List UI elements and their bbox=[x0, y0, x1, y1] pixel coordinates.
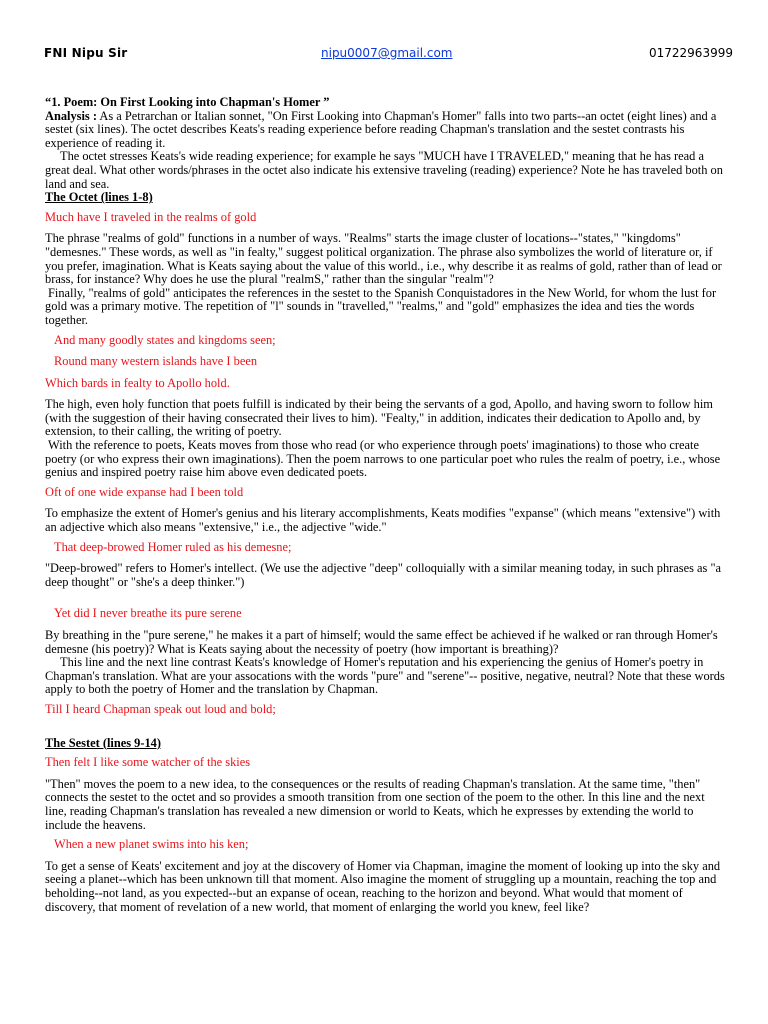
poem-line-8: Till I heard Chapman speak out loud and bold; bbox=[45, 701, 276, 716]
poem-line-3: Round many western islands have I been bbox=[54, 354, 258, 369]
bards-paragraph-1: The high, even holy function that poets fulfill is indicated by their being the servants of a god, Apollo, and having sworn to follow him (with the suggestion of their having consecrated their lives to him). "Fealty," in addition, indicates their dedication to Apollo and, by extension, to their calling, the writing of poetry. bbox=[45, 397, 713, 439]
analysis-label: Analysis : bbox=[45, 108, 97, 123]
poem-line-6: That deep-browed Homer ruled as his demesne; bbox=[54, 539, 292, 554]
bards-paragraph-2: With the reference to poets, Keats moves from those who read (or who experience through poets' imaginations) to those who create poetry (or who express their own imaginations). Then the poem narrows to one particular poet who rules the realm of poetry, i.e., whose genius and inspired poetry raise him above even dedicated poets. bbox=[45, 438, 721, 480]
expanse-paragraph: To emphasize the extent of Homer's genius and his literary accomplishments, Keats modifies "expanse" (which means "extensive") with an adjective which also means "extensive," i.e., the adjective "wide." bbox=[45, 506, 721, 535]
poem-line-9: Then felt I like some watcher of the skies bbox=[45, 755, 251, 770]
doc-title: “1. Poem: On First Looking into Chapman's Homer ” bbox=[45, 95, 330, 109]
phone-number: 01722963999 bbox=[649, 46, 733, 60]
page-header bbox=[0, 46, 768, 66]
analysis-paragraph-2: The octet stresses Keats's wide reading experience; for example he says "MUCH have I TRAVELED," meaning that he has read a great deal. What other words/phrases in the octet also indicate his extensive traveling (reading) experience? Note he has traveled both on land and sea. bbox=[45, 149, 723, 191]
realms-paragraph-1: The phrase "realms of gold" functions in a number of ways. "Realms" starts the image cluster of locations--"states," "kingdoms" "demesnes." These words, as well as "in fealty," suggest political organization. The phrase also symbolizes the world of literature or, if you prefer, imagination. What is Keats saying about the value of this world., i.e., why describe it as realms of gold, rather than of lead or brass, for instance? Why does he use the plural "realmS," rather than the singular "realm"? bbox=[45, 231, 722, 287]
spacer bbox=[45, 725, 725, 737]
serene-paragraph-1: By breathing in the "pure serene," he makes it a part of himself; would the same effect be achieved if he walked or ran through Homer's demesne (his poetry)? What is Keats saying about the necessity of poetry (how important is breathing)? bbox=[45, 628, 718, 656]
document-body bbox=[45, 96, 725, 914]
then-paragraph: "Then" moves the poem to a new idea, to the consequences or the results of reading Chapman's translation. At the same time, "then" connects the sestet to the octet and so provides a smooth transition from one section of the poem to the other. In this line and the next line, reading Chapman's translation has revealed a new dimension or world to Keats, which he expresses by extending the world to include the heavens. bbox=[45, 776, 705, 832]
poem-line-7: Yet did I never breathe its pure serene bbox=[54, 606, 242, 621]
planet-paragraph: To get a sense of Keats' excitement and joy at the discovery of Homer via Chapman, imagine the moment of looking up into the sky and seeing a planet--which has been unknown till that moment. Also imagine the moment of struggling up a mountain, reaching the top and beholding--not land, as you expected--but an expanse of ocean, reaching to the horizon and beyond. What would that moment of discovery, that moment of revelation of a new world, that moment of enlarging the world you knew, feel like? bbox=[45, 858, 721, 914]
analysis-text: As a Petrarchan or Italian sonnet, "On First Looking into Chapman's Homer" falls into two parts--an octet (eight lines) and a sestet (six lines). The octet describes Keats's reading experience before reading Chapman's translation and the sestet contrasts his experience of reading it. bbox=[45, 108, 717, 150]
sestet-heading: The Sestet (lines 9-14) bbox=[45, 735, 161, 750]
poem-line-1: Much have I traveled in the realms of gold bbox=[45, 209, 257, 224]
poem-line-10: When a new planet swims into his ken; bbox=[54, 837, 249, 852]
poem-line-5: Oft of one wide expanse had I been told bbox=[45, 484, 244, 499]
email-link[interactable]: nipu0007@gmail.com bbox=[321, 46, 453, 60]
serene-paragraph-2: This line and the next line contrast Keats's knowledge of Homer's reputation and his experiencing the genius of Homer's poetry in Chapman's translation. What are your assocations with the words "pure" and "serene"-- positive, negative, neutral? Note that these words apply to both the poetry of Homer and the translation by Chapman. bbox=[45, 655, 725, 697]
analysis-paragraph bbox=[45, 110, 725, 151]
poem-line-4: Which bards in fealty to Apollo hold. bbox=[45, 375, 230, 390]
poem-line-2: And many goodly states and kingdoms seen; bbox=[54, 332, 276, 347]
octet-heading: The Octet (lines 1-8) bbox=[45, 190, 153, 205]
author-name: FNI Nipu Sir bbox=[44, 46, 128, 60]
spacer bbox=[45, 589, 725, 601]
realms-paragraph-2: Finally, "realms of gold" anticipates the references in the sestet to the Spanish Conquistadores in the New World, for whom the lust for gold was a primary motive. The repetition of "l" sounds in "travelled," "realms," and "gold" emphasizes the idea and ties the words together. bbox=[45, 285, 717, 327]
deep-browed-paragraph: "Deep-browed" refers to Homer's intellect. (We use the adjective "deep" colloquially with a similar meaning today, in such phrases as "a deep thought" or "she's a deep thinker.") bbox=[45, 561, 722, 589]
